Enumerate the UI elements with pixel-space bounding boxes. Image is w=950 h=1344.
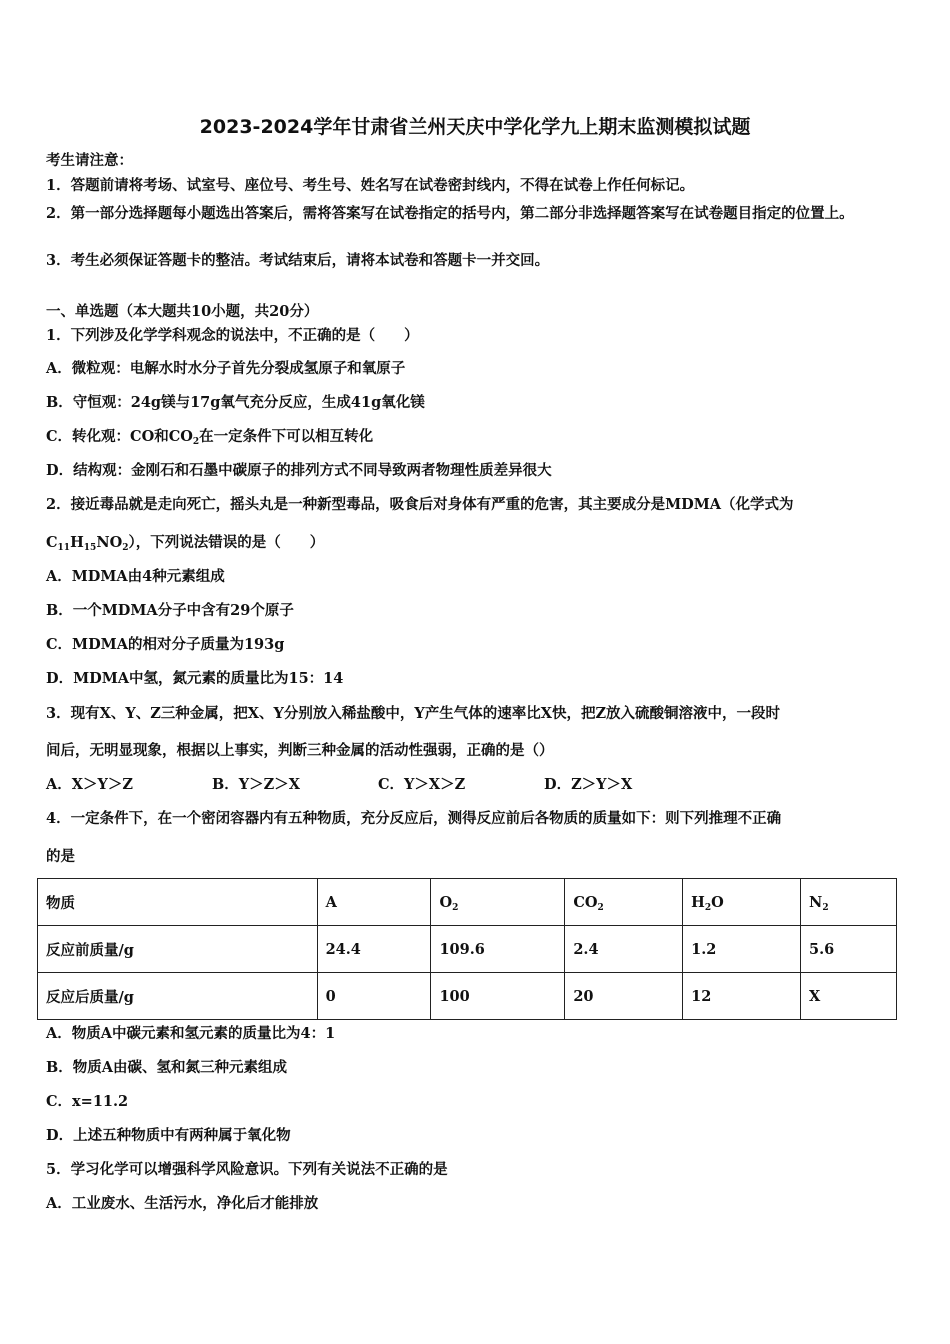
q2-stem-line1: 2．接近毒品就是走向死亡，摇头丸是一种新型毒品，吸食后对身体有严重的危害，其主要成分是MDMA（化学式为: [46, 496, 794, 513]
table-cell: 12: [683, 973, 801, 1020]
q4-option-a: A．物质A中碳元素和氢元素的质量比为4：1: [46, 1025, 336, 1042]
table-cell: X: [801, 973, 897, 1020]
q2-option-a: A．MDMA由4种元素组成: [46, 568, 225, 585]
notice-item-3: 3．考生必须保证答题卡的整洁。考试结束后，请将本试卷和答题卡一并交回。: [46, 252, 550, 269]
table-cell: 0: [317, 973, 431, 1020]
table-cell: 2.4: [565, 926, 683, 973]
q5-stem: 5．学习化学可以增强科学风险意识。下列有关说法不正确的是: [46, 1161, 448, 1178]
section-heading: 一、单选题（本大题共10小题，共20分）: [46, 303, 319, 320]
q1-option-d: D．结构观：金刚石和石墨中碳原子的排列方式不同导致两者物理性质差异很大: [46, 462, 552, 479]
table-header-cell: $H_2O$: [683, 879, 801, 926]
q4-option-d: D．上述五种物质中有两种属于氧化物: [46, 1127, 291, 1144]
q2-option-d: D．MDMA中氢，氮元素的质量比为15：14: [46, 670, 344, 687]
table-header-row: [38, 879, 897, 926]
q1-option-c: C．转化观：CO和$CO_2$在一定条件下可以相互转化: [46, 428, 374, 447]
q3-option-b: B．Y＞Z＞X: [212, 776, 300, 793]
table-row: [38, 926, 897, 973]
q3-stem-line2: 间后，无明显现象，根据以上事实，判断三种金属的活动性强弱，正确的是（）: [46, 742, 554, 759]
q2-option-c: C．MDMA的相对分子质量为193g: [46, 636, 285, 653]
notice-heading: 考生请注意：: [46, 152, 133, 169]
table-header-cell: A: [317, 879, 431, 926]
page-title: 2023-2024学年甘肃省兰州天庆中学化学九上期末监测模拟试题: [199, 116, 751, 138]
table-cell: 24.4: [317, 926, 431, 973]
q5-option-a: A．工业废水、生活污水，净化后才能排放: [46, 1195, 319, 1212]
table-cell: 109.6: [431, 926, 565, 973]
q4-stem-line1: 4．一定条件下，在一个密闭容器内有五种物质，充分反应后，测得反应前后各物质的质量如下：则下列推理不正确: [46, 810, 782, 827]
q2-stem-line2: $C_{11}H_{15}NO_2$），下列说法错误的是（ ）: [46, 534, 325, 553]
table-header-cell: 物质: [38, 879, 318, 926]
table-cell: 20: [565, 973, 683, 1020]
table-cell: 100: [431, 973, 565, 1020]
q4-stem-line2: 的是: [46, 848, 75, 865]
q4-option-b: B．物质A由碳、氢和氮三种元素组成: [46, 1059, 288, 1076]
table-header-cell: $CO_2$: [565, 879, 683, 926]
q1-stem: 1．下列涉及化学学科观念的说法中，不正确的是（ ）: [46, 327, 419, 344]
table-cell: 反应前质量/g: [38, 926, 318, 973]
q3-option-a: A．X＞Y＞Z: [46, 776, 133, 793]
q3-option-c: C．Y＞X＞Z: [378, 776, 466, 793]
mass-table: [37, 878, 897, 1020]
q1-option-a: A．微粒观：电解水时水分子首先分裂成氢原子和氧原子: [46, 360, 406, 377]
q3-options: [46, 775, 906, 795]
notice-item-2: 2．第一部分选择题每小题选出答案后，需将答案写在试卷指定的括号内，第二部分非选择题答案写在试卷题目指定的位置上。: [46, 205, 854, 222]
table-cell: 5.6: [801, 926, 897, 973]
table-header-cell: $O_2$: [431, 879, 565, 926]
q1-option-b: B．守恒观：24g镁与17g氧气充分反应，生成41g氧化镁: [46, 394, 425, 411]
table-cell: 1.2: [683, 926, 801, 973]
table-header-cell: $N_2$: [801, 879, 897, 926]
q4-option-c: C．x=11.2: [46, 1093, 129, 1110]
table-cell: 反应后质量/g: [38, 973, 318, 1020]
notice-item-1: 1．答题前请将考场、试室号、座位号、考生号、姓名写在试卷密封线内，不得在试卷上作任何标记。: [46, 177, 695, 194]
q3-stem-line1: 3．现有X、Y、Z三种金属，把X、Y分别放入稀盐酸中，Y产生气体的速率比X快，把Z放入硫酸铜溶液中，一段时: [46, 705, 781, 722]
q3-option-d: D．Z＞Y＞X: [544, 776, 633, 793]
q2-option-b: B．一个MDMA分子中含有29个原子: [46, 602, 294, 619]
table-row: [38, 973, 897, 1020]
